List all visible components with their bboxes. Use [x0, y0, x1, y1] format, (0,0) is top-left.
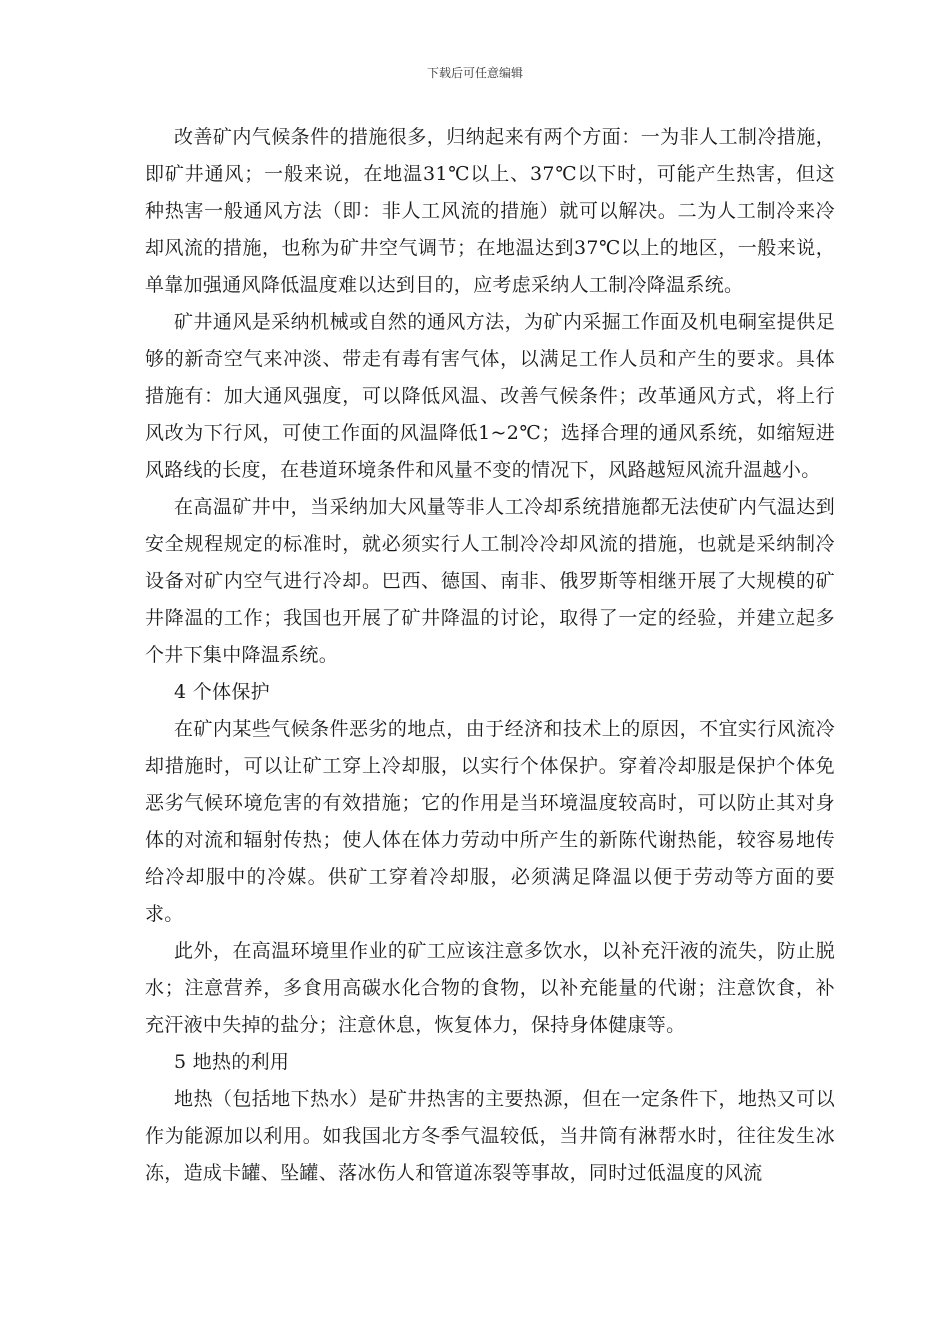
document-body [145, 119, 835, 1192]
paragraph-health-advice: 此外，在高温环境里作业的矿工应该注意多饮水，以补充汗液的流失，防止脱水；注意营养，多食用高碳水化合物的食物，以补充能量的代谢；注意饮食，补充汗液中失掉的盐分；注意休息，恢复体力，保持身体健康等。 [145, 940, 835, 1036]
paragraph-mine-ventilation: 矿井通风是采纳机械或自然的通风方法，为矿内采掘工作面及机电硐室提供足够的新奇空气来冲淡、带走有毒有害气体，以满足工作人员和产生的要求。具体措施有：加大通风强度，可以降低风温、改善气候条件；改革通风方式，将上行风改为下行风，可使工作面的风温降低1~2℃；选择合理的通风系统，如缩短进风路线的长度，在巷道环境条件和风量不变的情况下，风路越短风流升温越小。 [145, 311, 835, 481]
page-header: 下载后可任意编辑 [426, 66, 523, 80]
paragraph-cooling-measures: 改善矿内气候条件的措施很多，归纳起来有两个方面：一为非人工制冷措施，即矿井通风；一般来说，在地温31℃以上、37℃以下时，可能产生热害，但这种热害一般通风方法（即：非人工风流的措施）就可以解决。二为人工制冷来冷却风流的措施，也称为矿井空气调节；在地温达到37℃以上的地区，一般来说，单靠加强通风降低温度难以达到目的，应考虑采纳人工制冷降温系统。 [145, 126, 835, 296]
section-heading-personal-protection: 4 个体保护 [174, 681, 270, 703]
paragraph-artificial-cooling: 在高温矿井中，当采纳加大风量等非人工冷却系统措施都无法使矿内气温达到安全规程规定的标准时，就必须实行人工制冷冷却风流的措施，也就是采纳制冷设备对矿内空气进行冷却。巴西、德国、南非、俄罗斯等相继开展了大规模的矿井降温的工作；我国也开展了矿井降温的讨论，取得了一定的经验，并建立起多个井下集中降温系统。 [145, 496, 835, 666]
paragraph-geothermal: 地热（包括地下热水）是矿井热害的主要热源，但在一定条件下，地热又可以作为能源加以利用。如我国北方冬季气温较低，当井筒有淋帮水时，往往发生冰冻，造成卡罐、坠罐、落冰伤人和管道冻裂等事故，同时过低温度的风流 [145, 1088, 835, 1184]
section-heading-geothermal-use: 5 地热的利用 [174, 1051, 290, 1073]
paragraph-cooling-suit: 在矿内某些气候条件恶劣的地点，由于经济和技术上的原因，不宜实行风流冷却措施时，可以让矿工穿上冷却服，以实行个体保护。穿着冷却服是保护个体免恶劣气候环境危害的有效措施；它的作用是当环境温度较高时，可以防止其对身体的对流和辐射传热；使人体在体力劳动中所产生的新陈代谢热能，较容易地传给冷却服中的冷媒。供矿工穿着冷却服，必须满足降温以便于劳动等方面的要求。 [145, 718, 835, 925]
